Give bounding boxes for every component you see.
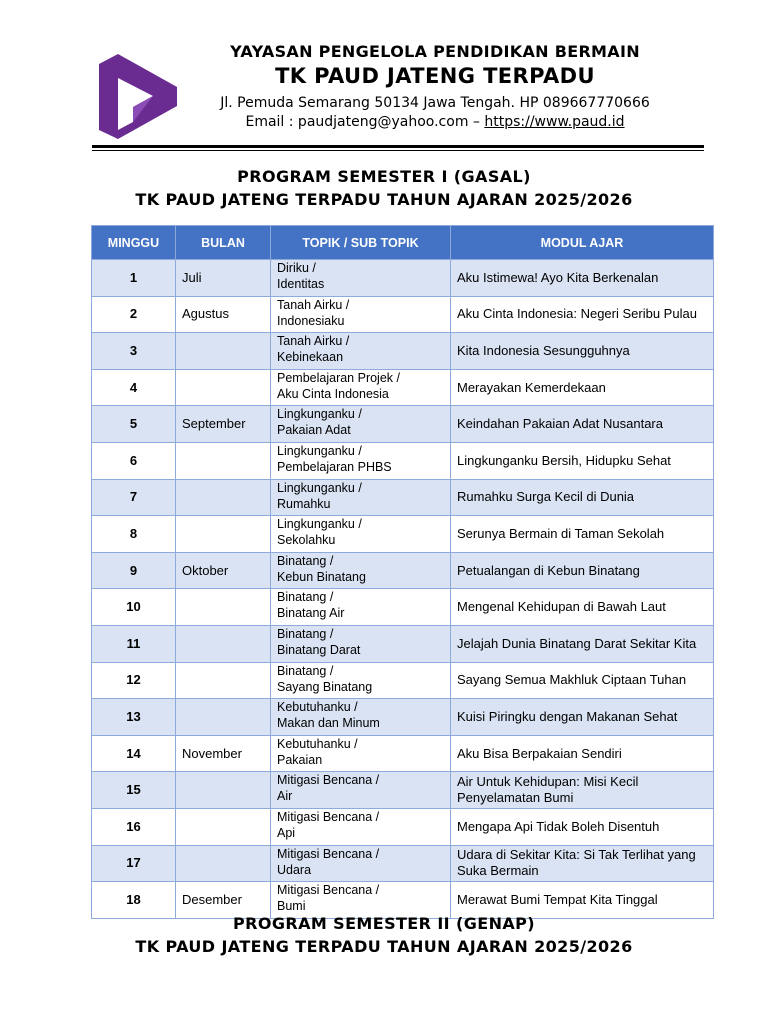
module-cell: Sayang Semua Makhluk Ciptaan Tuhan — [451, 662, 714, 699]
module-cell: Kuisi Piringku dengan Makanan Sehat — [451, 699, 714, 736]
header-divider-thin — [92, 150, 704, 151]
week-cell: 1 — [92, 260, 176, 297]
table-row — [92, 735, 714, 772]
header-divider — [92, 145, 704, 148]
month-cell: Oktober — [176, 552, 271, 589]
week-cell: 15 — [92, 772, 176, 809]
contact-line — [185, 114, 685, 130]
topic-line: Binatang / — [277, 663, 334, 678]
topic-cell — [271, 479, 451, 516]
topic-cell — [271, 808, 451, 845]
topic-line: Mitigasi Bencana / — [277, 883, 380, 898]
week-cell: 14 — [92, 735, 176, 772]
table-row — [92, 369, 714, 406]
month-cell: Agustus — [176, 296, 271, 333]
module-cell: Mengapa Api Tidak Boleh Disentuh — [451, 808, 714, 845]
topic-cell — [271, 516, 451, 553]
topic-cell — [271, 625, 451, 662]
table-row — [92, 479, 714, 516]
semester1-title: PROGRAM SEMESTER I (GASAL) — [237, 167, 531, 186]
email-text: Email : paudjateng@yahoo.com – — [245, 114, 480, 130]
week-cell: 17 — [92, 845, 176, 882]
subtopic-line: Identitas — [277, 277, 325, 291]
topic-cell — [271, 333, 451, 370]
week-cell: 10 — [92, 589, 176, 626]
topic-cell — [271, 296, 451, 333]
month-cell: Juli — [176, 260, 271, 297]
module-cell: Kita Indonesia Sesungguhnya — [451, 333, 714, 370]
topic-line: Binatang / — [277, 626, 334, 641]
table-row — [92, 662, 714, 699]
topic-cell — [271, 662, 451, 699]
topic-cell — [271, 406, 451, 443]
month-cell — [176, 699, 271, 736]
subtopic-line: Sayang Binatang — [277, 679, 373, 694]
week-cell: 8 — [92, 516, 176, 553]
table-row — [92, 808, 714, 845]
subtopic-line: Binatang Air — [277, 606, 345, 621]
module-cell: Merayakan Kemerdekaan — [451, 369, 714, 406]
week-cell: 16 — [92, 808, 176, 845]
subtopic-line: Binatang Darat — [277, 642, 361, 657]
topic-line: Kebutuhanku / — [277, 736, 358, 751]
table-row — [92, 625, 714, 662]
week-cell: 9 — [92, 552, 176, 589]
week-cell: 5 — [92, 406, 176, 443]
subtopic-line: Air — [277, 789, 293, 804]
module-cell: Udara di Sekitar Kita: Si Tak Terlihat yang Suka Bermain — [451, 845, 714, 882]
semester1-subtitle: TK PAUD JATENG TERPADU TAHUN AJARAN 2025/2026 — [135, 190, 633, 209]
table-header-row — [92, 226, 714, 260]
subtopic-line: Sekolahku — [277, 533, 336, 548]
subtopic-line: Rumahku — [277, 496, 331, 511]
module-cell: Petualangan di Kebun Binatang — [451, 552, 714, 589]
topic-line: Binatang / — [277, 553, 334, 568]
subtopic-line: Aku Cinta Indonesia — [277, 386, 389, 401]
topic-cell — [271, 699, 451, 736]
topic-cell — [271, 845, 451, 882]
month-cell — [176, 479, 271, 516]
month-cell — [176, 845, 271, 882]
table-row — [92, 516, 714, 553]
header-minggu: MINGGU — [92, 226, 176, 260]
month-cell — [176, 625, 271, 662]
school-logo-icon — [97, 50, 179, 143]
month-cell — [176, 442, 271, 479]
table-row — [92, 296, 714, 333]
topic-line: Pembelajaran Projek / — [277, 370, 400, 385]
month-cell — [176, 808, 271, 845]
topic-line: Lingkunganku / — [277, 480, 362, 495]
header-bulan: BULAN — [176, 226, 271, 260]
month-cell — [176, 662, 271, 699]
table-row — [92, 406, 714, 443]
subtopic-line: Pakaian Adat — [277, 423, 351, 438]
week-cell: 11 — [92, 625, 176, 662]
subtopic-line: Makan dan Minum — [277, 716, 380, 731]
module-cell: Merawat Bumi Tempat Kita Tinggal — [451, 882, 714, 919]
month-cell — [176, 772, 271, 809]
subtopic-line: Indonesiaku — [277, 313, 345, 328]
week-cell: 6 — [92, 442, 176, 479]
topic-line: Tanah Airku / — [277, 297, 350, 312]
table-row — [92, 589, 714, 626]
topic-line: Lingkunganku / — [277, 407, 362, 422]
topic-cell — [271, 882, 451, 919]
topic-cell — [271, 589, 451, 626]
week-cell: 4 — [92, 369, 176, 406]
topic-line: Binatang / — [277, 590, 334, 605]
topic-cell — [271, 442, 451, 479]
module-cell: Aku Istimewa! Ayo Kita Berkenalan — [451, 260, 714, 297]
topic-line: Mitigasi Bencana / — [277, 809, 380, 824]
module-cell: Aku Bisa Berpakaian Sendiri — [451, 735, 714, 772]
topic-line: Lingkunganku / — [277, 517, 362, 532]
module-cell: Lingkunganku Bersih, Hidupku Sehat — [451, 442, 714, 479]
table-row — [92, 699, 714, 736]
week-cell: 3 — [92, 333, 176, 370]
table-row — [92, 845, 714, 882]
month-cell: Desember — [176, 882, 271, 919]
semester1-schedule-table — [91, 225, 714, 919]
week-cell: 7 — [92, 479, 176, 516]
week-cell: 12 — [92, 662, 176, 699]
topic-cell — [271, 552, 451, 589]
table-row — [92, 772, 714, 809]
month-cell: November — [176, 735, 271, 772]
foundation-name: YAYASAN PENGELOLA PENDIDIKAN BERMAIN — [230, 42, 640, 61]
header-modul: MODUL AJAR — [451, 226, 714, 260]
subtopic-line: Bumi — [277, 899, 306, 914]
module-cell: Rumahku Surga Kecil di Dunia — [451, 479, 714, 516]
school-address: Jl. Pemuda Semarang 50134 Jawa Tengah. HP 089667770666 — [220, 95, 650, 111]
month-cell: September — [176, 406, 271, 443]
subtopic-line: Api — [277, 825, 296, 840]
month-cell — [176, 333, 271, 370]
topic-cell — [271, 260, 451, 297]
topic-line: Lingkunganku / — [277, 443, 362, 458]
table-row — [92, 260, 714, 297]
week-cell: 2 — [92, 296, 176, 333]
module-cell: Mengenal Kehidupan di Bawah Laut — [451, 589, 714, 626]
month-cell — [176, 589, 271, 626]
subtopic-line: Pembelajaran PHBS — [277, 459, 392, 474]
website-link[interactable]: https://www.paud.id — [484, 114, 625, 130]
table-row — [92, 882, 714, 919]
topic-line: Tanah Airku / — [277, 334, 350, 349]
week-cell: 13 — [92, 699, 176, 736]
module-cell: Aku Cinta Indonesia: Negeri Seribu Pulau — [451, 296, 714, 333]
semester2-subtitle: TK PAUD JATENG TERPADU TAHUN AJARAN 2025/2026 — [135, 937, 633, 956]
module-cell: Serunya Bermain di Taman Sekolah — [451, 516, 714, 553]
school-name: TK PAUD JATENG TERPADU — [275, 64, 595, 88]
module-cell: Air Untuk Kehidupan: Misi Kecil Penyelamatan Bumi — [451, 772, 714, 809]
module-cell: Keindahan Pakaian Adat Nusantara — [451, 406, 714, 443]
topic-cell — [271, 735, 451, 772]
topic-cell — [271, 772, 451, 809]
topic-cell — [271, 369, 451, 406]
month-cell — [176, 369, 271, 406]
topic-line: Mitigasi Bencana / — [277, 773, 380, 788]
subtopic-line: Udara — [277, 862, 312, 877]
subtopic-line: Pakaian — [277, 752, 323, 767]
table-row — [92, 442, 714, 479]
week-cell: 18 — [92, 882, 176, 919]
subtopic-line: Kebun Binatang — [277, 569, 366, 584]
topic-line: Kebutuhanku / — [277, 700, 358, 715]
topic-line: Diriku / — [277, 261, 316, 275]
subtopic-line: Kebinekaan — [277, 350, 344, 365]
table-row — [92, 552, 714, 589]
month-cell — [176, 516, 271, 553]
schedule-body — [92, 260, 714, 919]
table-row — [92, 333, 714, 370]
header-topik: TOPIK / SUB TOPIK — [271, 226, 451, 260]
semester2-title: PROGRAM SEMESTER II (GENAP) — [232, 914, 535, 933]
topic-line: Mitigasi Bencana / — [277, 846, 380, 861]
module-cell: Jelajah Dunia Binatang Darat Sekitar Kita — [451, 625, 714, 662]
